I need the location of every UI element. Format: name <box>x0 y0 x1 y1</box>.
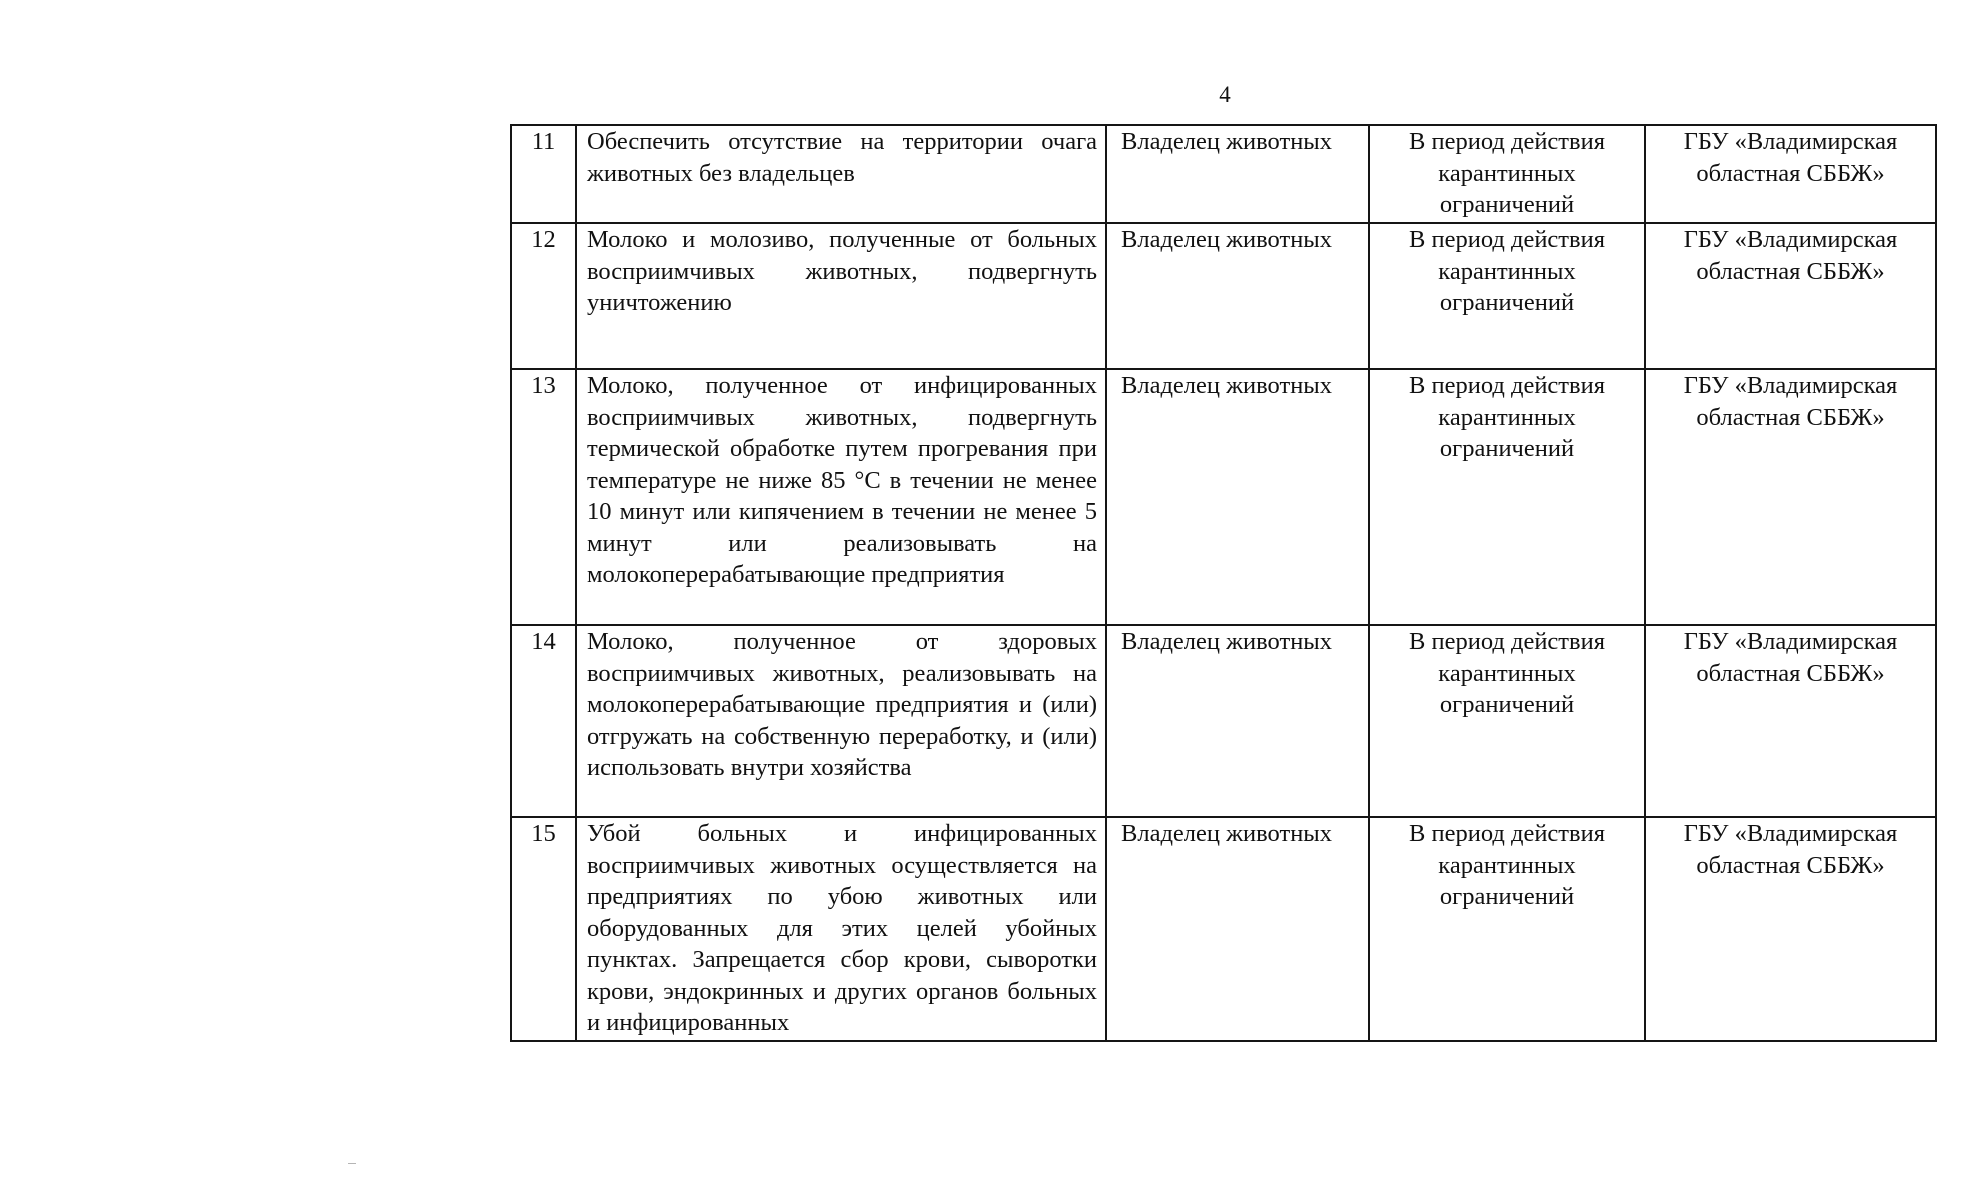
responsible-cell: ГБУ «Владимирская областная СББЖ» <box>1645 125 1936 223</box>
responsible-cell: ГБУ «Владимирская областная СББЖ» <box>1645 369 1936 625</box>
page-number: 4 <box>1219 82 1231 107</box>
row-number: 13 <box>511 369 576 625</box>
measure-text: Молоко, полученное от здоровых восприимчивых животных, реализовывать на молокоперерабатывающие предприятия и (или) отгружать на собственную переработку, и (или) использовать внутри хозяйства <box>576 625 1106 817</box>
term-cell: В период действия карантинных ограничений <box>1369 369 1645 625</box>
executor-cell: Владелец животных <box>1106 369 1369 625</box>
table-row <box>511 369 1936 625</box>
responsible-cell: ГБУ «Владимирская областная СББЖ» <box>1645 223 1936 369</box>
term-cell: В период действия карантинных ограничений <box>1369 125 1645 223</box>
measure-text: Молоко и молозиво, полученные от больных восприимчивых животных, подвергнуть уничтожению <box>576 223 1106 369</box>
row-number: 15 <box>511 817 576 1041</box>
measure-text: Убой больных и инфицированных восприимчивых животных осуществляется на предприятиях по убою животных или оборудованных для этих целей убойных пунктах. Запрещается сбор крови, сыворотки крови, эндокринных и других органов больных и инфицированных <box>576 817 1106 1041</box>
scan-mark <box>348 1163 356 1164</box>
measure-text: Обеспечить отсутствие на территории очага животных без владельцев <box>576 125 1106 223</box>
row-number: 14 <box>511 625 576 817</box>
responsible-cell: ГБУ «Владимирская областная СББЖ» <box>1645 625 1936 817</box>
table-row <box>511 817 1936 1041</box>
executor-cell: Владелец животных <box>1106 625 1369 817</box>
row-number: 11 <box>511 125 576 223</box>
executor-cell: Владелец животных <box>1106 223 1369 369</box>
table-row <box>511 625 1936 817</box>
table-row <box>511 125 1936 223</box>
executor-cell: Владелец животных <box>1106 125 1369 223</box>
responsible-cell: ГБУ «Владимирская областная СББЖ» <box>1645 817 1936 1041</box>
executor-cell: Владелец животных <box>1106 817 1369 1041</box>
row-number: 12 <box>511 223 576 369</box>
table-row <box>511 223 1936 369</box>
term-cell: В период действия карантинных ограничений <box>1369 817 1645 1041</box>
term-cell: В период действия карантинных ограничений <box>1369 223 1645 369</box>
term-cell: В период действия карантинных ограничений <box>1369 625 1645 817</box>
measures-table <box>510 124 1937 1042</box>
measure-text: Молоко, полученное от инфицированных восприимчивых животных, подвергнуть термической обработке путем прогревания при температуре не ниже 85 °С в течении не менее 10 минут или кипячением в течении не менее 5 минут или реализовывать на молокоперерабатывающие предприятия <box>576 369 1106 625</box>
